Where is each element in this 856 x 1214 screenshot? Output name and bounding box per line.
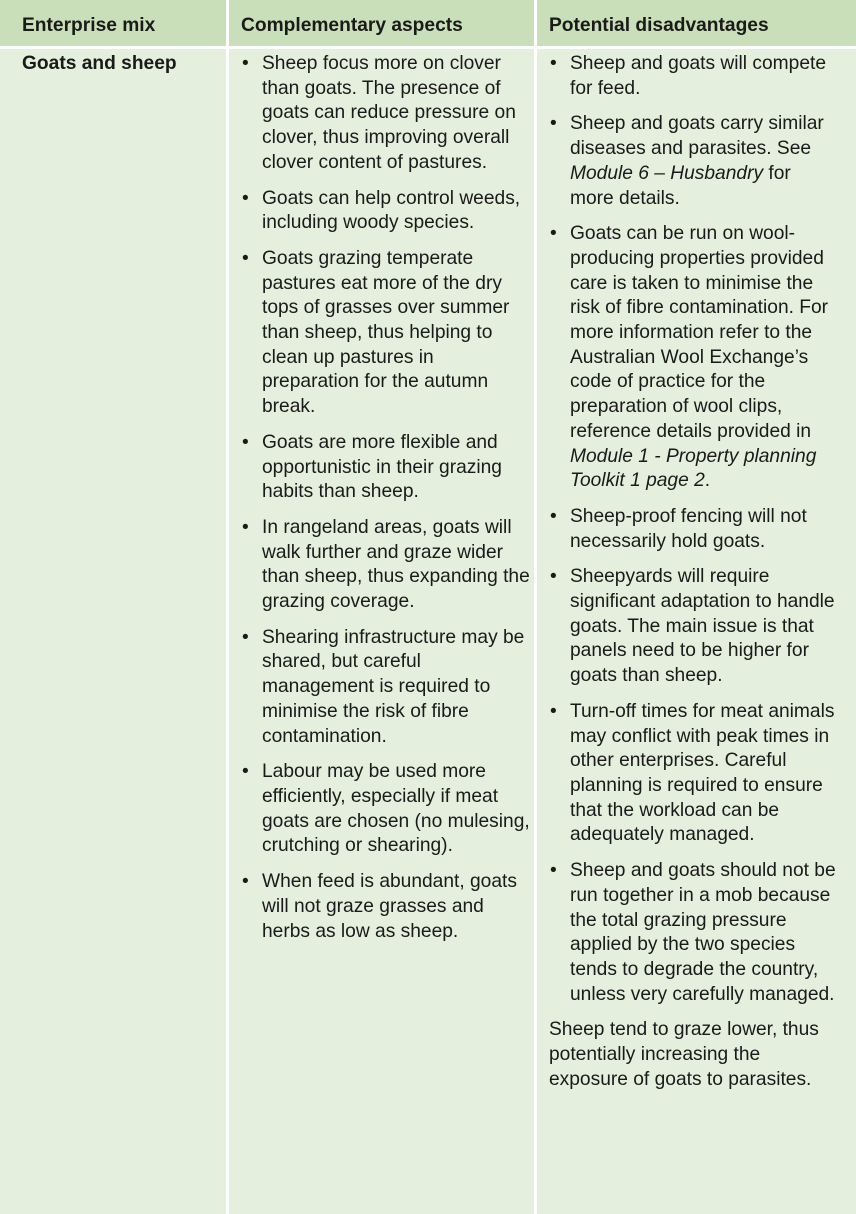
list-item: • Goats are more flexible and opportunistic in their grazing habits than sheep. (242, 431, 502, 503)
list-item: • Sheep focus more on clover than goats. The presence of goats can reduce pressure on clover, thus improving overall clover content of pastures. (242, 53, 516, 173)
complementary-list (241, 52, 531, 955)
header-enterprise-mix: Enterprise mix (22, 15, 156, 36)
list-item: • Turn-off times for meat animals may conflict with peak times in other enterprises. Careful planning is required to ensure that the workload can be adequately managed. (550, 700, 835, 846)
list-item: • When feed is abundant, goats will not graze grasses and herbs as low as sheep. (242, 871, 517, 942)
list-item: • Sheep and goats will compete for feed. (550, 53, 826, 99)
list-item: • Shearing infrastructure may be shared, but careful management is required to minimise the risk of fibre contamination. (242, 626, 525, 747)
disadvantages-column (549, 52, 839, 1092)
bullet-icon: • (242, 871, 249, 893)
header-divider (0, 46, 856, 49)
header-complementary-aspects: Complementary aspects (241, 15, 463, 36)
closing-note: Sheep tend to graze lower, thus potentially increasing the exposure of goats to parasites. (549, 1019, 819, 1090)
module-1-reference: Module 1 - Property planning Toolkit 1 page 2 (570, 445, 817, 492)
column-divider-2 (534, 0, 537, 1214)
row-label: Goats and sheep (22, 53, 177, 74)
bullet-icon: • (242, 761, 249, 783)
bullet-icon: • (550, 860, 557, 882)
disadvantages-list (549, 52, 839, 1007)
bullet-icon: • (550, 223, 557, 245)
bullet-icon: • (550, 53, 557, 74)
list-item: • Labour may be used more efficiently, especially if meat goats are chosen (no mulesing, crutching or shearing). (242, 761, 530, 857)
bullet-icon: • (242, 187, 249, 209)
header-potential-disadvantages: Potential disadvantages (549, 15, 769, 36)
bullet-icon: • (550, 505, 557, 527)
list-item: • Sheep and goats should not be run together in a mob because the total grazing pressure applied by the two species tends to degrade the country, unless very carefully managed. (550, 860, 836, 1005)
bullet-icon: • (550, 566, 557, 588)
bullet-icon: • (242, 626, 249, 648)
bullet-icon: • (242, 516, 249, 538)
module-6-reference: Module 6 – Husbandry (570, 162, 764, 184)
list-item: • Goats can help control weeds, including woody species. (242, 187, 521, 234)
bullet-icon: • (242, 247, 249, 269)
list-item: • Sheep-proof fencing will not necessarily hold goats. (550, 505, 807, 552)
list-item: • Goats can be run on wool-producing properties provided care is taken to minimise the risk of fibre contamination. For more information refer to the Australian Wool Exchange’s code of practice for the preparation of wool clips, reference details provided in Module 1 - Property planning Toolkit 1 page 2. (550, 223, 829, 492)
column-divider-1 (226, 0, 229, 1214)
bullet-icon: • (550, 700, 557, 722)
bullet-icon: • (242, 53, 249, 74)
list-item: • Sheepyards will require significant adaptation to handle goats. The main issue is that panels need to be higher for goats than sheep. (550, 566, 835, 687)
bullet-icon: • (550, 113, 557, 135)
list-item: • Goats grazing temperate pastures eat more of the dry tops of grasses over summer than sheep, thus helping to clean up pastures in preparation for the autumn break. (242, 247, 510, 418)
list-item: • In rangeland areas, goats will walk further and graze wider than sheep, thus expanding the grazing coverage. (242, 516, 530, 613)
list-item: • Sheep and goats carry similar diseases and parasites. See Module 6 – Husbandry for more details. (550, 113, 824, 209)
bullet-icon: • (242, 431, 249, 453)
